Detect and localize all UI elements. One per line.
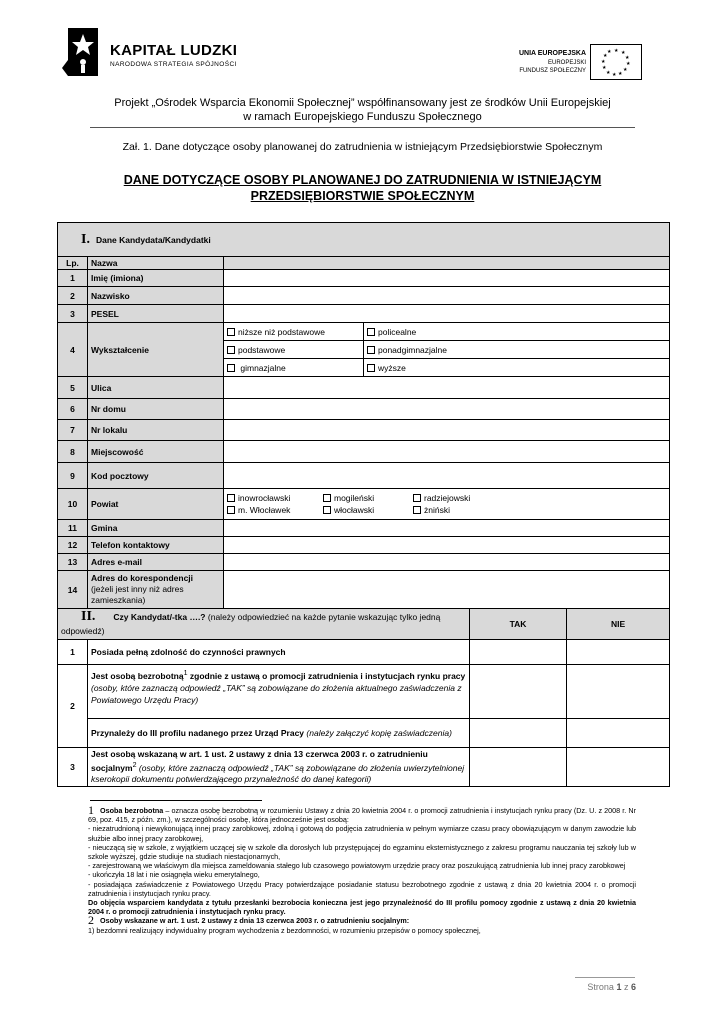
row-label: Ulica (88, 377, 224, 399)
footnote-mark: 1 (88, 803, 94, 817)
title-line1: DANE DOTYCZĄCE OSOBY PLANOWANEJ DO ZATRUDNIENIA W ISTNIEJĄCYM (123, 173, 602, 187)
table-row (58, 719, 670, 748)
project-line1: Projekt „Ośrodek Wsparcia Ekonomii Społecznej” współfinansowany jest ze środków Unii Europejskiej (114, 97, 611, 109)
section1-label: Dane Kandydata/Kandydatki (95, 234, 211, 245)
row-label: Powiat (88, 489, 224, 520)
col-tak: TAK (470, 609, 567, 640)
county-options-row (227, 504, 666, 516)
county-option[interactable] (323, 492, 413, 504)
row-label: Telefon kontaktowy (88, 537, 224, 554)
question-text: Jest osobą bezrobotną (91, 670, 184, 681)
row-lp: 13 (58, 554, 88, 571)
option-label: m. Włocławek (238, 505, 291, 515)
row-lp: 1 (58, 640, 88, 665)
table-row (58, 640, 670, 665)
row-lp: 14 (58, 571, 88, 609)
footnote-bold-note: Do objęcia wsparciem kandydata z tytułu przesłanki bezrobocia konieczna jest jego przynależność do III profilu pomocy zgodnie z ustawą z dnia 20 kwietnia 2004 r. o promocji zatrudnienia i instytucjach rynku pracy. (88, 898, 636, 917)
table-row (58, 463, 670, 489)
page-number (560, 982, 636, 992)
city-field[interactable] (224, 441, 670, 463)
footnote-ref: 2 (132, 761, 137, 769)
answer-tak-cell[interactable] (470, 748, 567, 787)
street-field[interactable] (224, 377, 670, 399)
row-label: Gmina (88, 520, 224, 537)
table-row (58, 441, 670, 463)
footnote-item: - ukończyła 18 lat i nie osiągnęła wieku emerytalnego, (88, 870, 260, 880)
row-lp: 2 (58, 287, 88, 305)
project-line2: w ramach Europejskiego Funduszu Społecznego (243, 111, 482, 123)
col-name: Nazwa (88, 257, 224, 270)
correspondence-address-field[interactable] (224, 571, 670, 609)
checkbox-icon[interactable] (367, 346, 375, 354)
section1-column-header (58, 257, 670, 270)
page-number-divider (575, 977, 635, 978)
kapital-ludzki-emblem-icon (60, 24, 106, 80)
education-option[interactable] (224, 359, 364, 377)
table-row (58, 537, 670, 554)
row-label: Adres e-mail (88, 554, 224, 571)
question-note: (osoby, które zaznaczą odpowiedź „TAK” są zobowiązane do złożenia uwierzytelnionej kserokopii dokumentu potwierdzającego przynależność do danej kategorii) (91, 762, 465, 784)
row-label-note: (jeżeli jest inny niż adres zamieszkania) (91, 584, 184, 605)
checkbox-icon[interactable] (227, 506, 235, 514)
footnote-item: 1) bezdomni realizujący indywidualny program wychodzenia z bezdomności, w rozumieniu przepisów o pomocy społecznej, (88, 925, 481, 935)
email-field[interactable] (224, 554, 670, 571)
section2-question (58, 609, 470, 640)
footnote-item: - nieuczącą się w szkole, z wyjątkiem uczącej się w szkole dla dorosłych lub przystępującej do egzaminu eksternistycznego z zakresu programu nauczania tej szkoły lub w szkole wyższej, gdzie studiuje na studiach niestacjonarnych, (88, 842, 636, 862)
table-row (58, 377, 670, 399)
row-lp: 2 (58, 665, 88, 748)
table-row (58, 305, 670, 323)
phone-field[interactable] (224, 537, 670, 554)
county-option[interactable] (413, 492, 470, 504)
table-row (58, 520, 670, 537)
row-question (88, 719, 470, 748)
row-label: Kod pocztowy (88, 463, 224, 489)
question-note: (osoby, które zaznaczą odpowiedź „TAK” są zobowiązane do złożenia aktualnego zaświadczenia z Powiatowego Urzędu Pracy) (91, 682, 462, 705)
checkbox-icon[interactable] (227, 346, 235, 354)
col-nie: NIE (567, 609, 670, 640)
table-row (58, 748, 670, 787)
education-option[interactable] (364, 341, 670, 359)
row-label: Nazwisko (88, 287, 224, 305)
answer-tak-cell[interactable] (470, 719, 567, 748)
education-option[interactable] (224, 323, 364, 341)
county-options (224, 489, 670, 520)
title-line2: PRZEDSIĘBIORSTWIE SPOŁECZNYM (250, 189, 475, 203)
svg-text:★: ★ (625, 55, 630, 61)
col-lp: Lp. (58, 257, 88, 270)
answer-tak-cell[interactable] (470, 665, 567, 719)
row-label (88, 571, 224, 609)
row-lp: 6 (58, 399, 88, 420)
table-row (58, 323, 670, 341)
svg-text:★: ★ (607, 49, 612, 55)
eu-logo-line3: FUNDUSZ SPOŁECZNY (519, 68, 586, 74)
candidate-form-table (57, 222, 670, 787)
table-row (58, 489, 670, 520)
footnote-title: Osoby wskazane w art. 1 ust. 2 ustawy z dnia 13 czerwca 2003 r. o zatrudnieniu socjalnym: (100, 916, 410, 926)
option-label: ponadgimnazjalne (378, 344, 447, 355)
row-lp: 3 (58, 305, 88, 323)
checkbox-icon[interactable] (323, 506, 331, 514)
pesel-field[interactable] (224, 305, 670, 323)
table-row (58, 571, 670, 609)
question-note-c: (należy załączyć kopię zaświadczenia) (306, 728, 452, 738)
checkbox-icon[interactable] (227, 364, 235, 372)
answer-nie-cell[interactable] (567, 665, 670, 719)
question-text-c: Przynależy do III profilu nadanego przez Urząd Pracy (91, 728, 305, 738)
svg-text:★: ★ (621, 50, 626, 56)
checkbox-icon[interactable] (227, 328, 235, 336)
answer-nie-cell[interactable] (567, 640, 670, 665)
row-lp: 9 (58, 463, 88, 489)
postal-code-field[interactable] (224, 463, 670, 489)
checkbox-icon[interactable] (367, 364, 375, 372)
table-row (58, 399, 670, 420)
county-option[interactable] (227, 504, 323, 516)
row-lp: 5 (58, 377, 88, 399)
apartment-number-field[interactable] (224, 420, 670, 441)
option-label: policealne (378, 326, 417, 337)
county-options-row (227, 492, 666, 504)
county-option[interactable] (413, 504, 450, 516)
eu-logo (508, 44, 648, 84)
row-label: Nr lokalu (88, 420, 224, 441)
table-row (58, 287, 670, 305)
checkbox-icon[interactable] (227, 494, 235, 502)
question-text-b: zgodnie z ustawą o promocji zatrudnienia i instytucjach rynku pracy (189, 670, 466, 681)
page-label: Strona (587, 982, 614, 992)
option-label: gimnazjalne (240, 362, 286, 373)
table-row (58, 665, 670, 719)
row-label: Nr domu (88, 399, 224, 420)
document-title (100, 172, 625, 204)
section1-header (58, 223, 670, 257)
header-divider (90, 127, 635, 128)
section2-question-text: Czy Kandydat/-tka ….? (113, 612, 206, 622)
option-label: inowrocławski (238, 493, 291, 503)
row-lp: 10 (58, 489, 88, 520)
checkbox-icon[interactable] (367, 328, 375, 336)
first-name-field[interactable] (224, 270, 670, 287)
footnote-divider (90, 800, 262, 801)
education-option[interactable] (224, 341, 364, 359)
page-total: 6 (630, 982, 636, 992)
education-option[interactable] (364, 359, 670, 377)
row-lp: 12 (58, 537, 88, 554)
page-current: 1 (616, 982, 622, 992)
row-label: Miejscowość (88, 441, 224, 463)
project-info (90, 96, 635, 124)
eu-logo-line2: EUROPEJSKI (547, 60, 586, 66)
row-label: Imię (imiona) (88, 270, 224, 287)
footnote-item: - niezatrudnioną i niewykonującą innej pracy zarobkowej, zdolną i gotową do podjęcia zatrudnienia w pełnym wymiarze czasu pracy obowiązującym w danym zawodzie lub służbie albo innej pracy zarobkowej, (88, 824, 636, 843)
commune-field[interactable] (224, 520, 670, 537)
county-option[interactable] (227, 492, 323, 504)
svg-text:★: ★ (603, 53, 608, 59)
footnote-mark: 2 (88, 913, 94, 928)
row-lp: 3 (58, 748, 88, 787)
svg-text:★: ★ (626, 61, 631, 67)
section2-instruction: (należy odpowiedzieć na każde pytanie wskazując tylko jedną odpowiedź) (61, 612, 441, 636)
eu-logo-line1: UNIA EUROPEJSKA (518, 50, 586, 57)
answer-nie-cell[interactable] (567, 748, 670, 787)
footnote-ref: 1 (183, 669, 188, 677)
attachment-note: Zał. 1. Dane dotyczące osoby planowanej do zatrudnienia w istniejącym Przedsiębiorstwie Społecznym (122, 141, 603, 153)
question-text: Jest osobą wskazaną w art. 1 ust. 2 ustawy z dnia 13 czerwca 2003 r. o zatrudnieniu socjalnym (91, 749, 428, 773)
section2-number: II. (81, 609, 96, 624)
checkbox-icon[interactable] (413, 506, 421, 514)
footnote-1 (88, 803, 636, 825)
row-label: Wykształcenie (88, 323, 224, 377)
option-label: niższe niż podstawowe (238, 326, 325, 337)
kapital-ludzki-logo (60, 24, 240, 80)
logo-left-title: KAPITAŁ LUDZKI (110, 42, 238, 59)
row-lp: 8 (58, 441, 88, 463)
row-lp: 7 (58, 420, 88, 441)
option-label: żniński (424, 505, 450, 515)
row-lp: 1 (58, 270, 88, 287)
svg-text:★: ★ (614, 48, 619, 54)
last-name-field[interactable] (224, 287, 670, 305)
table-row (58, 554, 670, 571)
row-question (88, 748, 470, 787)
row-lp: 11 (58, 520, 88, 537)
section2-header (58, 609, 670, 640)
option-label: wyższe (378, 362, 406, 373)
county-option[interactable] (323, 504, 413, 516)
svg-text:★: ★ (623, 67, 628, 73)
checkbox-icon[interactable] (323, 494, 331, 502)
svg-text:★: ★ (602, 65, 607, 71)
table-row (58, 270, 670, 287)
option-label: włocławski (334, 505, 375, 515)
option-label: radziejowski (424, 493, 471, 503)
row-question: Posiada pełną zdolność do czynności prawnych (88, 640, 470, 665)
education-option[interactable] (364, 323, 670, 341)
answer-tak-cell[interactable] (470, 640, 567, 665)
page-sep: z (623, 982, 629, 992)
footnote-item: - zarejestrowaną we właściwym dla miejsca zameldowania stałego lub czasowego powiatowym urzędzie pracy oraz poszukującą zatrudnienia lub innej pracy zarobkowej (88, 861, 626, 871)
svg-text:★: ★ (612, 72, 617, 78)
svg-text:★: ★ (618, 71, 623, 77)
table-row (58, 420, 670, 441)
row-label: PESEL (88, 305, 224, 323)
row-label-main: Adres do korespondencji (91, 573, 194, 583)
section1-number: I. (81, 231, 90, 247)
footnote-text: – oznacza osobę bezrobotną w rozumieniu Ustawy z dnia 20 kwietnia 2004 r. o promocji zatrudnienia i instytucjach rynku pracy (Dz. U. z 2008 r. Nr 69, poz. 415, z późn. zm.), w szczególności osobę, która jednocześnie jest osobą: (88, 806, 636, 825)
logo-left-subtitle: NARODOWA STRATEGIA SPÓJNOŚCI (110, 61, 237, 68)
row-lp: 4 (58, 323, 88, 377)
svg-text:★: ★ (606, 70, 611, 76)
eu-flag-icon (590, 44, 642, 80)
option-label: podstawowe (238, 344, 286, 355)
footnote-title: Osoba bezrobotna (100, 806, 164, 815)
row-question (88, 665, 470, 719)
answer-nie-cell[interactable] (567, 719, 670, 748)
footnote-item: - posiadająca zaświadczenie z Powiatowego Urzędu Pracy potwierdzające posiadanie statusu bezrobotnego zgodnie z ustawą z dnia 20 kwietnia 2004 r. o promocji zatrudnienia i instytucjach rynku pracy. (88, 879, 636, 898)
footnote-2 (88, 913, 636, 928)
footnotes (88, 803, 636, 935)
svg-text:★: ★ (601, 59, 606, 65)
option-label: mogileński (334, 493, 375, 503)
checkbox-icon[interactable] (413, 494, 421, 502)
house-number-field[interactable] (224, 399, 670, 420)
